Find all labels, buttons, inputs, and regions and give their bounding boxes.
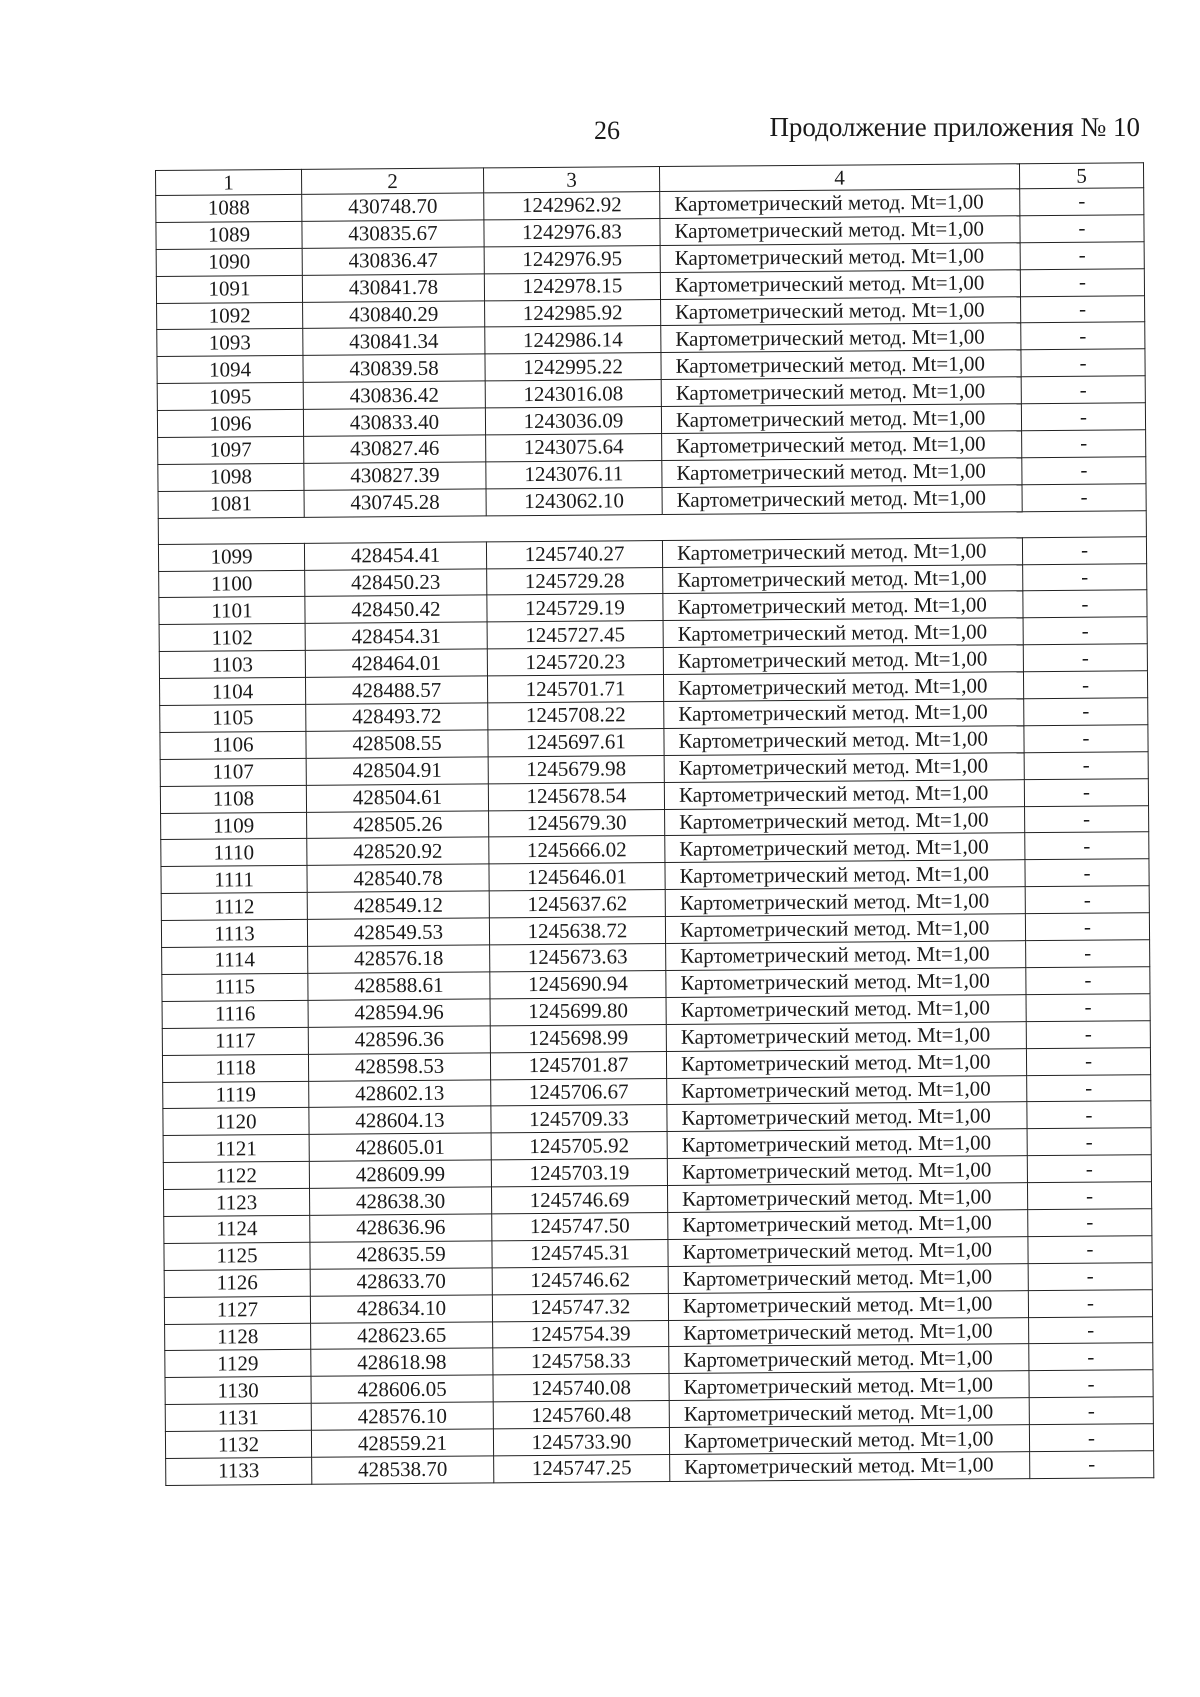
table-cell: - bbox=[1024, 752, 1148, 780]
table-cell: 430839.58 bbox=[303, 354, 485, 382]
table-cell: - bbox=[1026, 1020, 1150, 1048]
table-cell: 1245708.22 bbox=[488, 702, 664, 730]
table-cell: - bbox=[1029, 1316, 1153, 1344]
table-cell: 1245690.94 bbox=[490, 970, 666, 998]
table-cell: Картометрический метод. Mt=1,00 bbox=[661, 404, 1021, 434]
table-cell: 428634.10 bbox=[310, 1295, 492, 1323]
table-cell: - bbox=[1028, 1289, 1152, 1317]
table-cell: - bbox=[1023, 644, 1147, 672]
page-title: Продолжение приложения № 10 bbox=[769, 112, 1140, 142]
table-cell: 1101 bbox=[159, 597, 305, 625]
table-cell: 1132 bbox=[165, 1430, 311, 1458]
table-cell: 1107 bbox=[160, 758, 306, 786]
table-cell: 1120 bbox=[163, 1108, 309, 1136]
table-cell: 1105 bbox=[160, 704, 306, 732]
table-cell: Картометрический метод. Mt=1,00 bbox=[663, 618, 1023, 648]
table-cell: Картометрический метод. Mt=1,00 bbox=[668, 1263, 1028, 1293]
table-cell: - bbox=[1029, 1370, 1153, 1398]
table-cell: 1088 bbox=[156, 194, 302, 222]
table-cell: 428576.10 bbox=[311, 1402, 493, 1430]
column-header: 4 bbox=[659, 164, 1019, 192]
table-cell: 1099 bbox=[158, 543, 304, 571]
table-cell: 428493.72 bbox=[306, 703, 488, 731]
table-cell: - bbox=[1024, 778, 1148, 806]
table-cell: 1242962.92 bbox=[484, 192, 660, 220]
table-cell: 1098 bbox=[158, 463, 304, 491]
table-cell: 1245746.62 bbox=[492, 1266, 668, 1294]
table-cell: 1095 bbox=[157, 383, 303, 411]
table-cell: - bbox=[1021, 322, 1145, 350]
table-cell: 1245703.19 bbox=[491, 1159, 667, 1187]
table-cell: - bbox=[1027, 1182, 1151, 1210]
table-cell: Картометрический метод. Mt=1,00 bbox=[665, 806, 1025, 836]
table-cell: Картометрический метод. Mt=1,00 bbox=[662, 431, 1022, 461]
table-cell: 1243075.64 bbox=[486, 434, 662, 462]
table-cell: 428504.91 bbox=[306, 757, 488, 785]
table-cell: - bbox=[1029, 1397, 1153, 1425]
table-cell: 1245679.30 bbox=[489, 809, 665, 837]
table-cell: 1114 bbox=[162, 946, 308, 974]
table-cell: Картометрический метод. Mt=1,00 bbox=[660, 189, 1020, 219]
table-cell: 428549.53 bbox=[307, 918, 489, 946]
table-cell: 1245701.87 bbox=[490, 1051, 666, 1079]
table-cell: - bbox=[1029, 1424, 1153, 1452]
table-cell: 428508.55 bbox=[306, 730, 488, 758]
table-cell: Картометрический метод. Mt=1,00 bbox=[669, 1317, 1029, 1347]
table-cell: 428596.36 bbox=[308, 1026, 490, 1054]
table-cell: Картометрический метод. Mt=1,00 bbox=[660, 216, 1020, 246]
table-cell: 1243062.10 bbox=[486, 487, 662, 515]
table-cell: - bbox=[1021, 376, 1145, 404]
table-cell: 1245720.23 bbox=[487, 648, 663, 676]
table-cell: 1100 bbox=[159, 570, 305, 598]
table-cell: 430841.34 bbox=[303, 327, 485, 355]
table-cell: - bbox=[1025, 859, 1149, 887]
table-cell: 1245709.33 bbox=[491, 1105, 667, 1133]
table-cell: Картометрический метод. Mt=1,00 bbox=[660, 269, 1020, 299]
table-cell: 1245754.39 bbox=[493, 1320, 669, 1348]
table-cell: Картометрический метод. Mt=1,00 bbox=[665, 833, 1025, 863]
table-cell: 1089 bbox=[156, 221, 302, 249]
column-header: 1 bbox=[156, 169, 302, 195]
table-cell: - bbox=[1023, 590, 1147, 618]
table-cell: 1245747.25 bbox=[494, 1454, 670, 1482]
table-cell: 1122 bbox=[163, 1161, 309, 1189]
table-cell: 1245666.02 bbox=[489, 836, 665, 864]
table-cell: 1110 bbox=[161, 839, 307, 867]
table-cell: 1104 bbox=[159, 677, 305, 705]
table-cell: 1096 bbox=[157, 409, 303, 437]
table-cell: 1242995.22 bbox=[485, 353, 661, 381]
table-cell: 1129 bbox=[165, 1350, 311, 1378]
table-cell: 428505.26 bbox=[307, 810, 489, 838]
table-cell: Картометрический метод. Mt=1,00 bbox=[663, 672, 1023, 702]
table-cell: 1118 bbox=[162, 1054, 308, 1082]
table-cell: - bbox=[1025, 805, 1149, 833]
table-cell: - bbox=[1027, 1101, 1151, 1129]
coordinates-table-wrapper bbox=[155, 162, 1153, 1486]
table-cell: 1242986.14 bbox=[485, 326, 661, 354]
table-cell: 428606.05 bbox=[311, 1375, 493, 1403]
table-cell: 1112 bbox=[161, 893, 307, 921]
table-cell: 428549.12 bbox=[307, 891, 489, 919]
table-cell: 428638.30 bbox=[310, 1187, 492, 1215]
table-cell: Картометрический метод. Mt=1,00 bbox=[664, 779, 1024, 809]
table-cell: - bbox=[1021, 295, 1145, 323]
table-cell: Картометрический метод. Mt=1,00 bbox=[660, 242, 1020, 272]
table-cell: 428635.59 bbox=[310, 1241, 492, 1269]
table-cell: Картометрический метод. Mt=1,00 bbox=[662, 537, 1022, 567]
table-cell: 428450.42 bbox=[305, 595, 487, 623]
table-cell: 1245740.08 bbox=[493, 1374, 669, 1402]
table-cell: 1090 bbox=[156, 248, 302, 276]
table-cell: Картометрический метод. Mt=1,00 bbox=[668, 1290, 1028, 1320]
table-cell: 430836.47 bbox=[302, 247, 484, 275]
table-cell: 1245758.33 bbox=[493, 1347, 669, 1375]
table-cell: 430827.39 bbox=[304, 462, 486, 490]
table-cell: - bbox=[1025, 832, 1149, 860]
table-cell: - bbox=[1026, 994, 1150, 1022]
table-cell: Картометрический метод. Mt=1,00 bbox=[669, 1371, 1029, 1401]
table-cell: 428576.18 bbox=[308, 945, 490, 973]
page-number: 26 bbox=[594, 116, 620, 145]
table-cell: Картометрический метод. Mt=1,00 bbox=[670, 1452, 1030, 1482]
table-cell: Картометрический метод. Mt=1,00 bbox=[666, 968, 1026, 998]
table-cell: 428602.13 bbox=[309, 1079, 491, 1107]
table-cell: 1245698.99 bbox=[490, 1024, 666, 1052]
table-cell: 1245638.72 bbox=[489, 917, 665, 945]
table-cell: 1245760.48 bbox=[493, 1401, 669, 1429]
table-cell: Картометрический метод. Mt=1,00 bbox=[663, 564, 1023, 594]
table-cell: 428588.61 bbox=[308, 972, 490, 1000]
table-cell: Картометрический метод. Mt=1,00 bbox=[668, 1237, 1028, 1267]
table-cell: 1245745.31 bbox=[492, 1239, 668, 1267]
table-cell: - bbox=[1024, 725, 1148, 753]
table-cell: Картометрический метод. Mt=1,00 bbox=[661, 296, 1021, 326]
table-cell: 1245678.54 bbox=[488, 782, 664, 810]
table-cell: 1111 bbox=[161, 866, 307, 894]
table-cell: Картометрический метод. Mt=1,00 bbox=[667, 1156, 1027, 1186]
table-cell: 430833.40 bbox=[303, 408, 485, 436]
table-cell: 430745.28 bbox=[304, 489, 486, 517]
table-cell: Картометрический метод. Mt=1,00 bbox=[662, 458, 1022, 488]
table-cell: 1245679.98 bbox=[488, 755, 664, 783]
table-cell: 1121 bbox=[163, 1135, 309, 1163]
table-cell: - bbox=[1023, 617, 1147, 645]
table-cell: - bbox=[1024, 698, 1148, 726]
coordinates-table bbox=[155, 162, 1154, 1486]
table-cell: 430827.46 bbox=[304, 435, 486, 463]
table-cell: Картометрический метод. Mt=1,00 bbox=[662, 484, 1022, 514]
table-cell: Картометрический метод. Mt=1,00 bbox=[667, 1102, 1027, 1132]
table-cell: 428604.13 bbox=[309, 1106, 491, 1134]
table-cell: 1115 bbox=[162, 973, 308, 1001]
table-cell: 1245701.71 bbox=[487, 675, 663, 703]
table-cell: 1103 bbox=[159, 651, 305, 679]
table-cell: 428504.61 bbox=[306, 784, 488, 812]
table-cell: 1124 bbox=[164, 1215, 310, 1243]
table-cell: 1125 bbox=[164, 1242, 310, 1270]
table-cell: - bbox=[1021, 349, 1145, 377]
table-cell: 430840.29 bbox=[303, 300, 485, 328]
table-cell: - bbox=[1027, 1128, 1151, 1156]
table-cell: - bbox=[1020, 215, 1144, 243]
table-cell: 1245699.80 bbox=[490, 997, 666, 1025]
table-cell: Картометрический метод. Mt=1,00 bbox=[665, 914, 1025, 944]
table-cell: 1245729.28 bbox=[487, 567, 663, 595]
table-cell: Картометрический метод. Mt=1,00 bbox=[669, 1425, 1029, 1455]
table-cell: 1093 bbox=[157, 329, 303, 357]
table-cell: Картометрический метод. Mt=1,00 bbox=[661, 323, 1021, 353]
table-cell: 1108 bbox=[160, 785, 306, 813]
table-cell: 428609.99 bbox=[309, 1160, 491, 1188]
table-cell: 1094 bbox=[157, 356, 303, 384]
table-cell: - bbox=[1020, 188, 1144, 216]
table-cell: 1245733.90 bbox=[493, 1428, 669, 1456]
table-cell: 428454.31 bbox=[305, 622, 487, 650]
table-cell: 1245646.01 bbox=[489, 863, 665, 891]
table-cell: Картометрический метод. Mt=1,00 bbox=[664, 699, 1024, 729]
table-cell: 1242976.95 bbox=[484, 245, 660, 273]
table-cell: 1081 bbox=[158, 490, 304, 518]
table-cell: Картометрический метод. Mt=1,00 bbox=[663, 645, 1023, 675]
table-cell: 428520.92 bbox=[307, 837, 489, 865]
table-cell: Картометрический метод. Mt=1,00 bbox=[667, 1075, 1027, 1105]
table-cell: 1123 bbox=[164, 1188, 310, 1216]
table-cell: 428540.78 bbox=[307, 864, 489, 892]
table-cell: 428636.96 bbox=[310, 1214, 492, 1242]
table-cell: 1106 bbox=[160, 731, 306, 759]
table-cell: 1102 bbox=[159, 624, 305, 652]
table-cell: - bbox=[1020, 242, 1144, 270]
table-cell: 428618.98 bbox=[311, 1348, 493, 1376]
table-cell: 1116 bbox=[162, 1000, 308, 1028]
table-cell: 428605.01 bbox=[309, 1133, 491, 1161]
table-cell: - bbox=[1027, 1074, 1151, 1102]
table-cell: 1245673.63 bbox=[490, 944, 666, 972]
table-cell: - bbox=[1029, 1343, 1153, 1371]
table-cell: - bbox=[1022, 484, 1146, 512]
table-cell: Картометрический метод. Mt=1,00 bbox=[661, 377, 1021, 407]
table-cell: - bbox=[1022, 430, 1146, 458]
table-cell: Картометрический метод. Mt=1,00 bbox=[667, 1129, 1027, 1159]
table-cell: 1091 bbox=[156, 275, 302, 303]
table-cell: Картометрический метод. Mt=1,00 bbox=[666, 1048, 1026, 1078]
table-cell: - bbox=[1028, 1236, 1152, 1264]
table-cell: 1245705.92 bbox=[491, 1132, 667, 1160]
table-cell: 1131 bbox=[165, 1403, 311, 1431]
table-cell: 428450.23 bbox=[305, 568, 487, 596]
table-cell: 1243076.11 bbox=[486, 460, 662, 488]
table-cell: - bbox=[1026, 940, 1150, 968]
column-header: 2 bbox=[301, 168, 483, 194]
table-cell: 430836.42 bbox=[303, 381, 485, 409]
table-cell: - bbox=[1022, 536, 1146, 564]
table-cell: Картометрический метод. Mt=1,00 bbox=[664, 753, 1024, 783]
table-cell: Картометрический метод. Mt=1,00 bbox=[661, 350, 1021, 380]
table-cell: 1127 bbox=[164, 1296, 310, 1324]
table-cell: 1109 bbox=[161, 812, 307, 840]
table-cell: - bbox=[1028, 1262, 1152, 1290]
table-cell: 1245729.19 bbox=[487, 594, 663, 622]
table-cell: 1243016.08 bbox=[485, 380, 661, 408]
table-cell: 1245747.50 bbox=[492, 1212, 668, 1240]
table-cell: Картометрический метод. Mt=1,00 bbox=[665, 860, 1025, 890]
table-cell: Картометрический метод. Mt=1,00 bbox=[666, 941, 1026, 971]
column-header: 5 bbox=[1019, 163, 1143, 189]
table-cell: - bbox=[1021, 403, 1145, 431]
table-cell: 428598.53 bbox=[308, 1053, 490, 1081]
table-cell: 1245740.27 bbox=[486, 540, 662, 568]
table-cell: 428633.70 bbox=[310, 1268, 492, 1296]
table-cell: 1119 bbox=[163, 1081, 309, 1109]
table-cell: - bbox=[1023, 563, 1147, 591]
table-cell: - bbox=[1028, 1209, 1152, 1237]
table-cell: 428538.70 bbox=[312, 1456, 494, 1484]
table-cell: 1126 bbox=[164, 1269, 310, 1297]
table-cell: Картометрический метод. Mt=1,00 bbox=[665, 887, 1025, 917]
column-header: 3 bbox=[483, 167, 659, 193]
table-cell: 1245637.62 bbox=[489, 890, 665, 918]
table-cell: 1130 bbox=[165, 1377, 311, 1405]
table-cell: 1133 bbox=[166, 1457, 312, 1485]
table-cell: 1245706.67 bbox=[491, 1078, 667, 1106]
table-cell: 1242976.83 bbox=[484, 218, 660, 246]
table-cell: 1245727.45 bbox=[487, 621, 663, 649]
table-cell: 1245747.32 bbox=[492, 1293, 668, 1321]
table-cell: 428594.96 bbox=[308, 999, 490, 1027]
table-cell: 1117 bbox=[162, 1027, 308, 1055]
table-cell: 1092 bbox=[157, 302, 303, 330]
table-cell: 1245697.61 bbox=[488, 728, 664, 756]
table-cell: Картометрический метод. Mt=1,00 bbox=[669, 1344, 1029, 1374]
table-cell: - bbox=[1025, 913, 1149, 941]
table-cell: - bbox=[1026, 1047, 1150, 1075]
table-cell: 1242978.15 bbox=[484, 272, 660, 300]
table-cell: 1242985.92 bbox=[485, 299, 661, 327]
table-cell: Картометрический метод. Mt=1,00 bbox=[666, 995, 1026, 1025]
table-cell: Картометрический метод. Mt=1,00 bbox=[666, 1021, 1026, 1051]
table-cell: - bbox=[1025, 886, 1149, 914]
table-cell: - bbox=[1027, 1155, 1151, 1183]
table-cell: Картометрический метод. Mt=1,00 bbox=[669, 1398, 1029, 1428]
table-cell: 1113 bbox=[161, 919, 307, 947]
table-cell: 1097 bbox=[158, 436, 304, 464]
table-cell: 428559.21 bbox=[311, 1429, 493, 1457]
table-cell: Картометрический метод. Mt=1,00 bbox=[663, 591, 1023, 621]
table-cell: - bbox=[1020, 268, 1144, 296]
table-cell: 428488.57 bbox=[305, 676, 487, 704]
table-cell: - bbox=[1026, 967, 1150, 995]
table-cell: Картометрический метод. Mt=1,00 bbox=[664, 726, 1024, 756]
table-cell: - bbox=[1022, 457, 1146, 485]
table-cell: 430841.78 bbox=[302, 274, 484, 302]
table-cell: Картометрический метод. Mt=1,00 bbox=[667, 1183, 1027, 1213]
table-cell: - bbox=[1023, 671, 1147, 699]
table-cell: 1128 bbox=[165, 1323, 311, 1351]
table-cell: 428623.65 bbox=[311, 1321, 493, 1349]
table-cell: 430748.70 bbox=[302, 193, 484, 221]
table-cell: - bbox=[1030, 1451, 1154, 1479]
table-cell: 428464.01 bbox=[305, 649, 487, 677]
table-cell: 428454.41 bbox=[304, 542, 486, 570]
table-cell: 1243036.09 bbox=[485, 407, 661, 435]
table-cell: 1245746.69 bbox=[491, 1186, 667, 1214]
table-cell: 430835.67 bbox=[302, 220, 484, 248]
table-cell: Картометрический метод. Mt=1,00 bbox=[668, 1210, 1028, 1240]
